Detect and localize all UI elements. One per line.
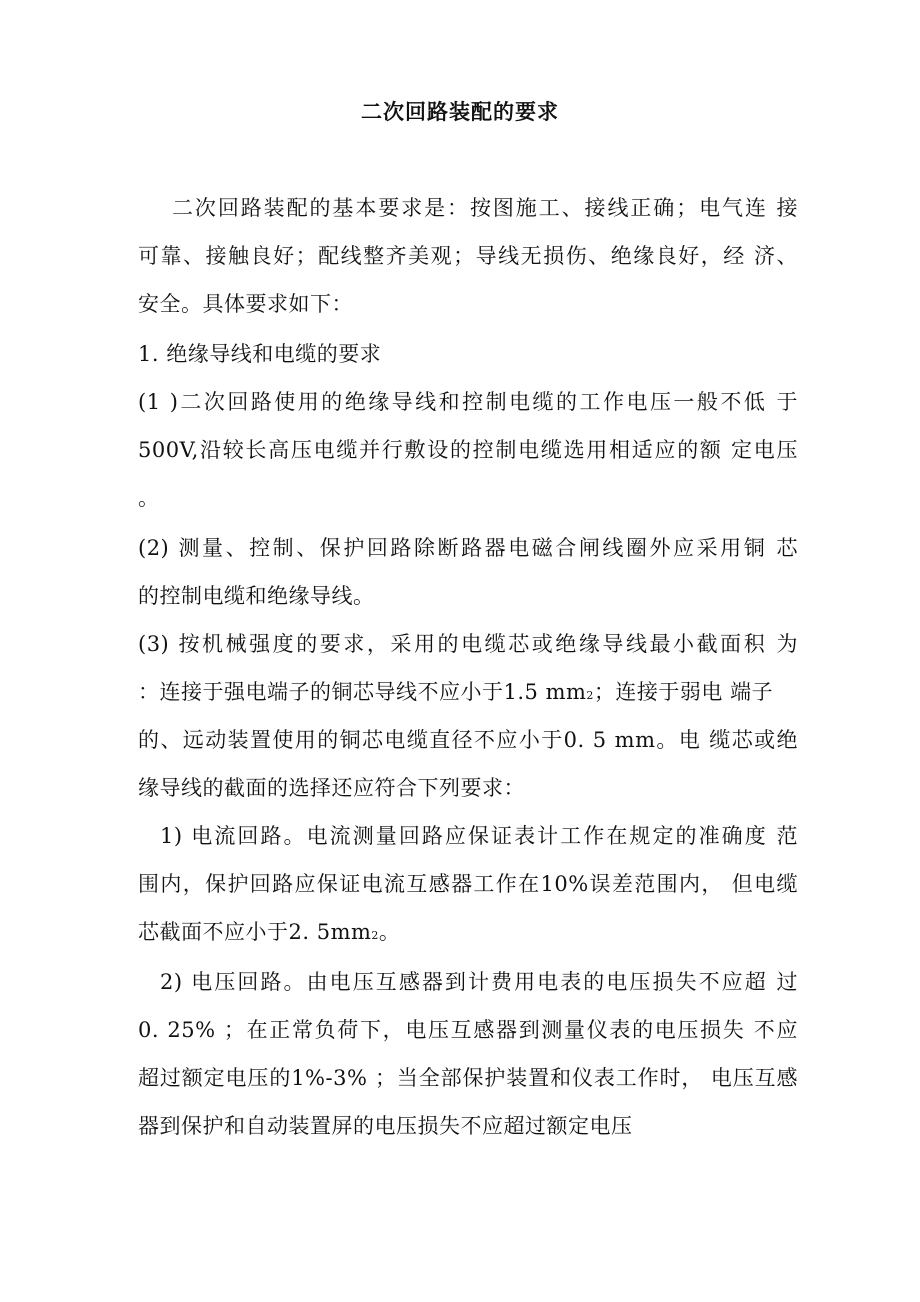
paragraph-line: 2) 电压回路。由电压互感器到计费用电表的电压损失不应超 过 [160, 970, 798, 994]
paragraph-line: 可靠、接触良好；配线整齐美观；导线无损伤、绝缘良好，经 济、 [138, 244, 798, 268]
paragraph-line: (3) 按机械强度的要求，采用的电缆芯或绝缘导线最小截面积 为 [138, 632, 798, 656]
paragraph-line: 围内，保护回路应保证电流互感器工作在10%误差范围内， 但电缆 [138, 872, 798, 896]
paragraph-line: 缘导线的截面的选择还应符合下列要求： [138, 776, 525, 800]
paragraph-line: 超过额定电压的1%-3% ；当全部保护装置和仪表工作时， 电压互感 [138, 1066, 798, 1090]
paragraph-line: 0. 25% ；在正常负荷下，电压互感器到测量仪表的电压损失 不应 [138, 1018, 798, 1042]
subscript: 2 [586, 689, 594, 702]
paragraph-line: 。 [138, 486, 160, 510]
paragraph-line: (1 )二次回路使用的绝缘导线和控制电缆的工作电压一般不低 于 [138, 390, 798, 414]
paragraph-line: 500V,沿较长高压电缆并行敷设的控制电缆选用相适应的额 定电压 [138, 438, 798, 462]
document-title: 二次回路装配的要求 [361, 100, 559, 124]
subscript: 2 [371, 929, 379, 942]
section-heading: 1. 绝缘导线和电缆的要求 [138, 342, 382, 366]
paragraph-line: 的、远动装置使用的铜芯电缆直径不应小于0. 5 mm。电 缆芯或绝 [138, 728, 798, 752]
paragraph-line: 1) 电流回路。电流测量回路应保证表计工作在规定的准确度 范 [160, 824, 798, 848]
paragraph-line: (2) 测量、控制、保护回路除断路器电磁合闸线圈外应采用铜 芯 [138, 536, 798, 560]
line-text: ；连接于弱电 端子 [593, 680, 774, 704]
line-text: ：连接于强电端子的铜芯导线不应小于1.5 mm [138, 680, 587, 704]
line-text: 芯截面不应小于2. 5mm [138, 920, 372, 944]
paragraph-line: 的控制电缆和绝缘导线。 [138, 584, 375, 608]
paragraph-line: 二次回路装配的基本要求是：按图施工、接线正确；电气连 接 [172, 196, 798, 220]
paragraph-line [138, 916, 798, 952]
paragraph-line: 安全。具体要求如下： [138, 292, 353, 316]
paragraph-line: 器到保护和自动装置屏的电压损失不应超过额定电压 [138, 1114, 633, 1138]
line-text: 。 [378, 920, 401, 944]
paragraph-line [138, 676, 798, 712]
